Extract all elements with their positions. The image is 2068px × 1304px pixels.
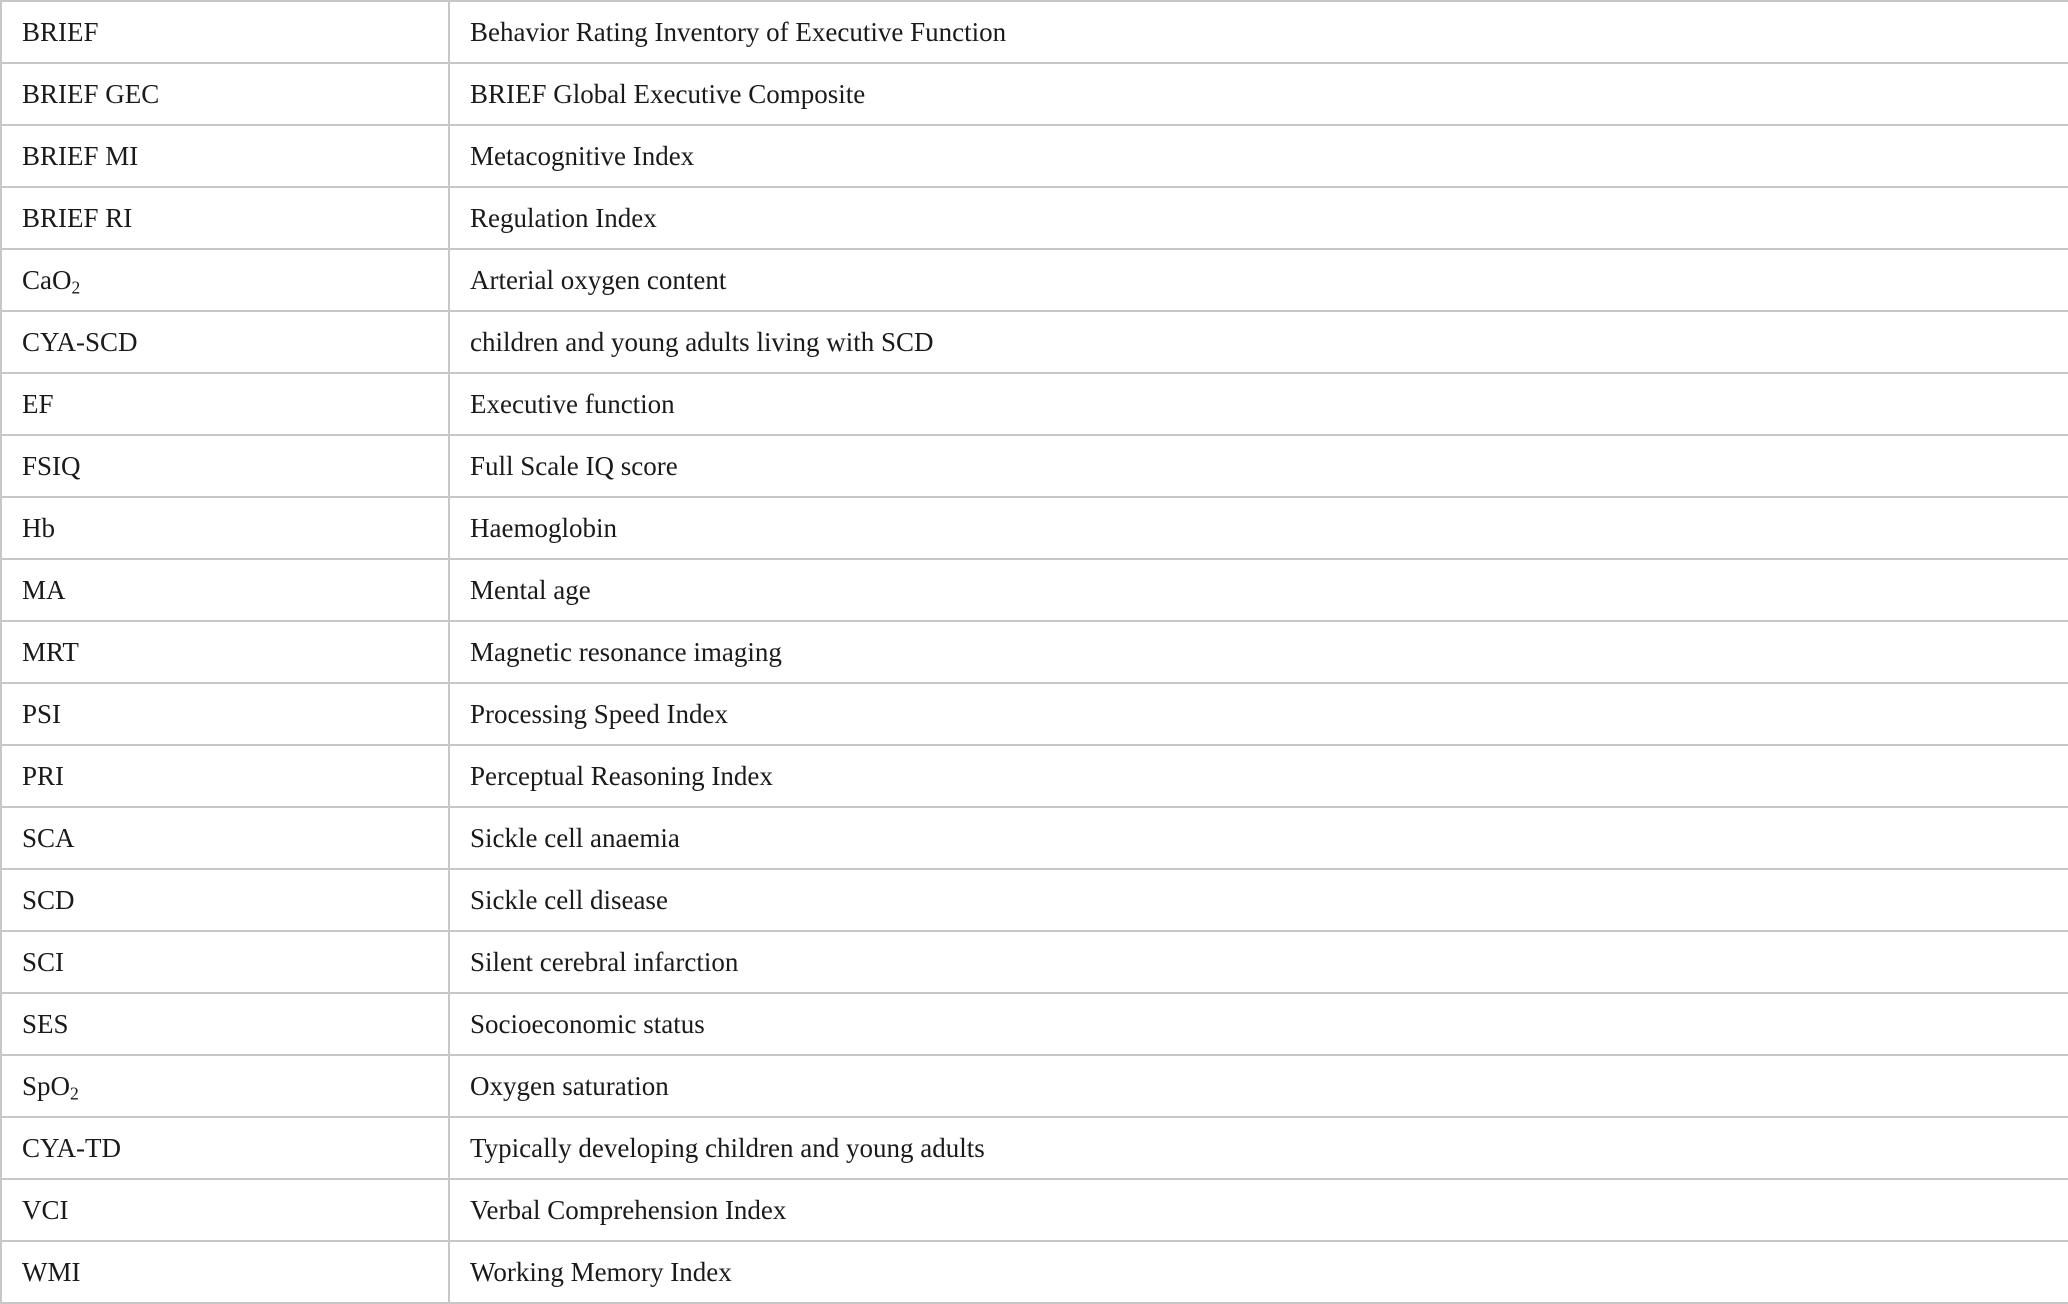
table-row — [1, 249, 2068, 311]
abbreviation-text: Hb — [22, 512, 55, 543]
definition-text: Behavior Rating Inventory of Executive Function — [470, 16, 1007, 47]
subscript-text: 2 — [70, 1082, 79, 1103]
abbreviation-text: PSI — [22, 698, 62, 729]
table-row — [1, 373, 2068, 435]
abbreviation-text: EF — [22, 388, 54, 419]
table-row — [1, 621, 2068, 683]
definition-text: Mental age — [470, 574, 591, 605]
table-row — [1, 435, 2068, 497]
abbreviation-cell — [1, 621, 449, 683]
table-row — [1, 311, 2068, 373]
abbreviation-text: CYA-SCD — [22, 326, 138, 357]
abbreviation-text: SCD — [22, 884, 75, 915]
definition-text: Silent cerebral infarction — [470, 946, 739, 977]
definition-text: Oxygen saturation — [470, 1070, 669, 1101]
definition-cell — [449, 559, 2068, 621]
abbreviation-text: MRT — [22, 636, 79, 667]
table-row — [1, 807, 2068, 869]
abbreviation-cell — [1, 1117, 449, 1179]
table-row — [1, 559, 2068, 621]
definition-text: Socioeconomic status — [470, 1008, 705, 1039]
definition-cell — [449, 1055, 2068, 1117]
abbreviation-text: FSIQ — [22, 450, 81, 481]
abbreviation-cell — [1, 1, 449, 63]
abbreviation-text: BRIEF RI — [22, 202, 133, 233]
abbreviation-cell — [1, 125, 449, 187]
abbreviation-cell — [1, 807, 449, 869]
definition-cell — [449, 497, 2068, 559]
abbreviation-text: SES — [22, 1008, 69, 1039]
definition-cell — [449, 125, 2068, 187]
table-row — [1, 187, 2068, 249]
definition-text: children and young adults living with SCD — [470, 326, 934, 357]
definition-text: Full Scale IQ score — [470, 450, 678, 481]
table-row — [1, 63, 2068, 125]
abbreviation-cell — [1, 373, 449, 435]
abbreviation-cell — [1, 63, 449, 125]
definition-cell — [449, 1179, 2068, 1241]
table-row — [1, 869, 2068, 931]
abbreviation-cell — [1, 683, 449, 745]
definition-text: Magnetic resonance imaging — [470, 636, 782, 667]
abbreviation-cell — [1, 1241, 449, 1303]
table-row — [1, 125, 2068, 187]
definition-cell — [449, 1241, 2068, 1303]
abbreviation-text: SpO — [22, 1070, 71, 1101]
abbreviation-cell — [1, 187, 449, 249]
definition-cell — [449, 311, 2068, 373]
definition-cell — [449, 807, 2068, 869]
definition-text: Processing Speed Index — [470, 698, 728, 729]
definition-text: Typically developing children and young adults — [470, 1132, 985, 1163]
definition-text: Haemoglobin — [470, 512, 617, 543]
definition-text: Perceptual Reasoning Index — [470, 760, 773, 791]
definition-cell — [449, 187, 2068, 249]
abbreviation-text: BRIEF — [22, 16, 99, 47]
definition-text: Working Memory Index — [470, 1256, 732, 1287]
subscript-text: 2 — [71, 276, 81, 297]
definition-text: Sickle cell anaemia — [470, 822, 680, 853]
abbreviation-text: SCI — [22, 946, 65, 977]
definition-cell — [449, 621, 2068, 683]
abbreviation-cell — [1, 497, 449, 559]
table-row — [1, 993, 2068, 1055]
abbreviation-cell — [1, 559, 449, 621]
table-row — [1, 1117, 2068, 1179]
table-row — [1, 1, 2068, 63]
abbreviation-cell — [1, 1055, 449, 1117]
abbreviation-text: CYA-TD — [22, 1132, 121, 1163]
definition-text: Metacognitive Index — [470, 140, 695, 171]
definition-text: Executive function — [470, 388, 675, 419]
definition-cell — [449, 63, 2068, 125]
definition-cell — [449, 249, 2068, 311]
definition-cell — [449, 373, 2068, 435]
abbreviation-cell — [1, 931, 449, 993]
abbreviation-cell — [1, 745, 449, 807]
definition-cell — [449, 745, 2068, 807]
abbreviation-cell — [1, 869, 449, 931]
definition-cell — [449, 435, 2068, 497]
abbreviation-text: WMI — [22, 1256, 81, 1287]
table-row — [1, 683, 2068, 745]
abbreviation-text: BRIEF MI — [22, 140, 139, 171]
abbreviation-text: SCA — [22, 822, 75, 853]
abbreviation-cell — [1, 435, 449, 497]
abbreviation-text: CaO — [22, 264, 72, 295]
table-row — [1, 497, 2068, 559]
table-row — [1, 931, 2068, 993]
definition-text: Arterial oxygen content — [470, 264, 727, 295]
definition-cell — [449, 1117, 2068, 1179]
abbreviation-cell — [1, 993, 449, 1055]
definition-text: Regulation Index — [470, 202, 657, 233]
definition-text: BRIEF Global Executive Composite — [470, 78, 866, 109]
abbreviation-text: PRI — [22, 760, 65, 791]
table-row — [1, 1055, 2068, 1117]
definition-cell — [449, 1, 2068, 63]
abbreviation-text: BRIEF GEC — [22, 78, 160, 109]
definition-cell — [449, 869, 2068, 931]
definition-text: Verbal Comprehension Index — [470, 1194, 787, 1225]
table-row — [1, 745, 2068, 807]
abbreviation-text: MA — [22, 574, 66, 605]
abbreviation-cell — [1, 311, 449, 373]
definition-cell — [449, 993, 2068, 1055]
definition-text: Sickle cell disease — [470, 884, 668, 915]
table-row — [1, 1241, 2068, 1303]
definition-cell — [449, 683, 2068, 745]
definition-cell — [449, 931, 2068, 993]
abbreviations-table-body — [1, 1, 2068, 1303]
table-row — [1, 1179, 2068, 1241]
abbreviation-text: VCI — [22, 1194, 69, 1225]
abbreviation-cell — [1, 1179, 449, 1241]
abbreviation-cell — [1, 249, 449, 311]
